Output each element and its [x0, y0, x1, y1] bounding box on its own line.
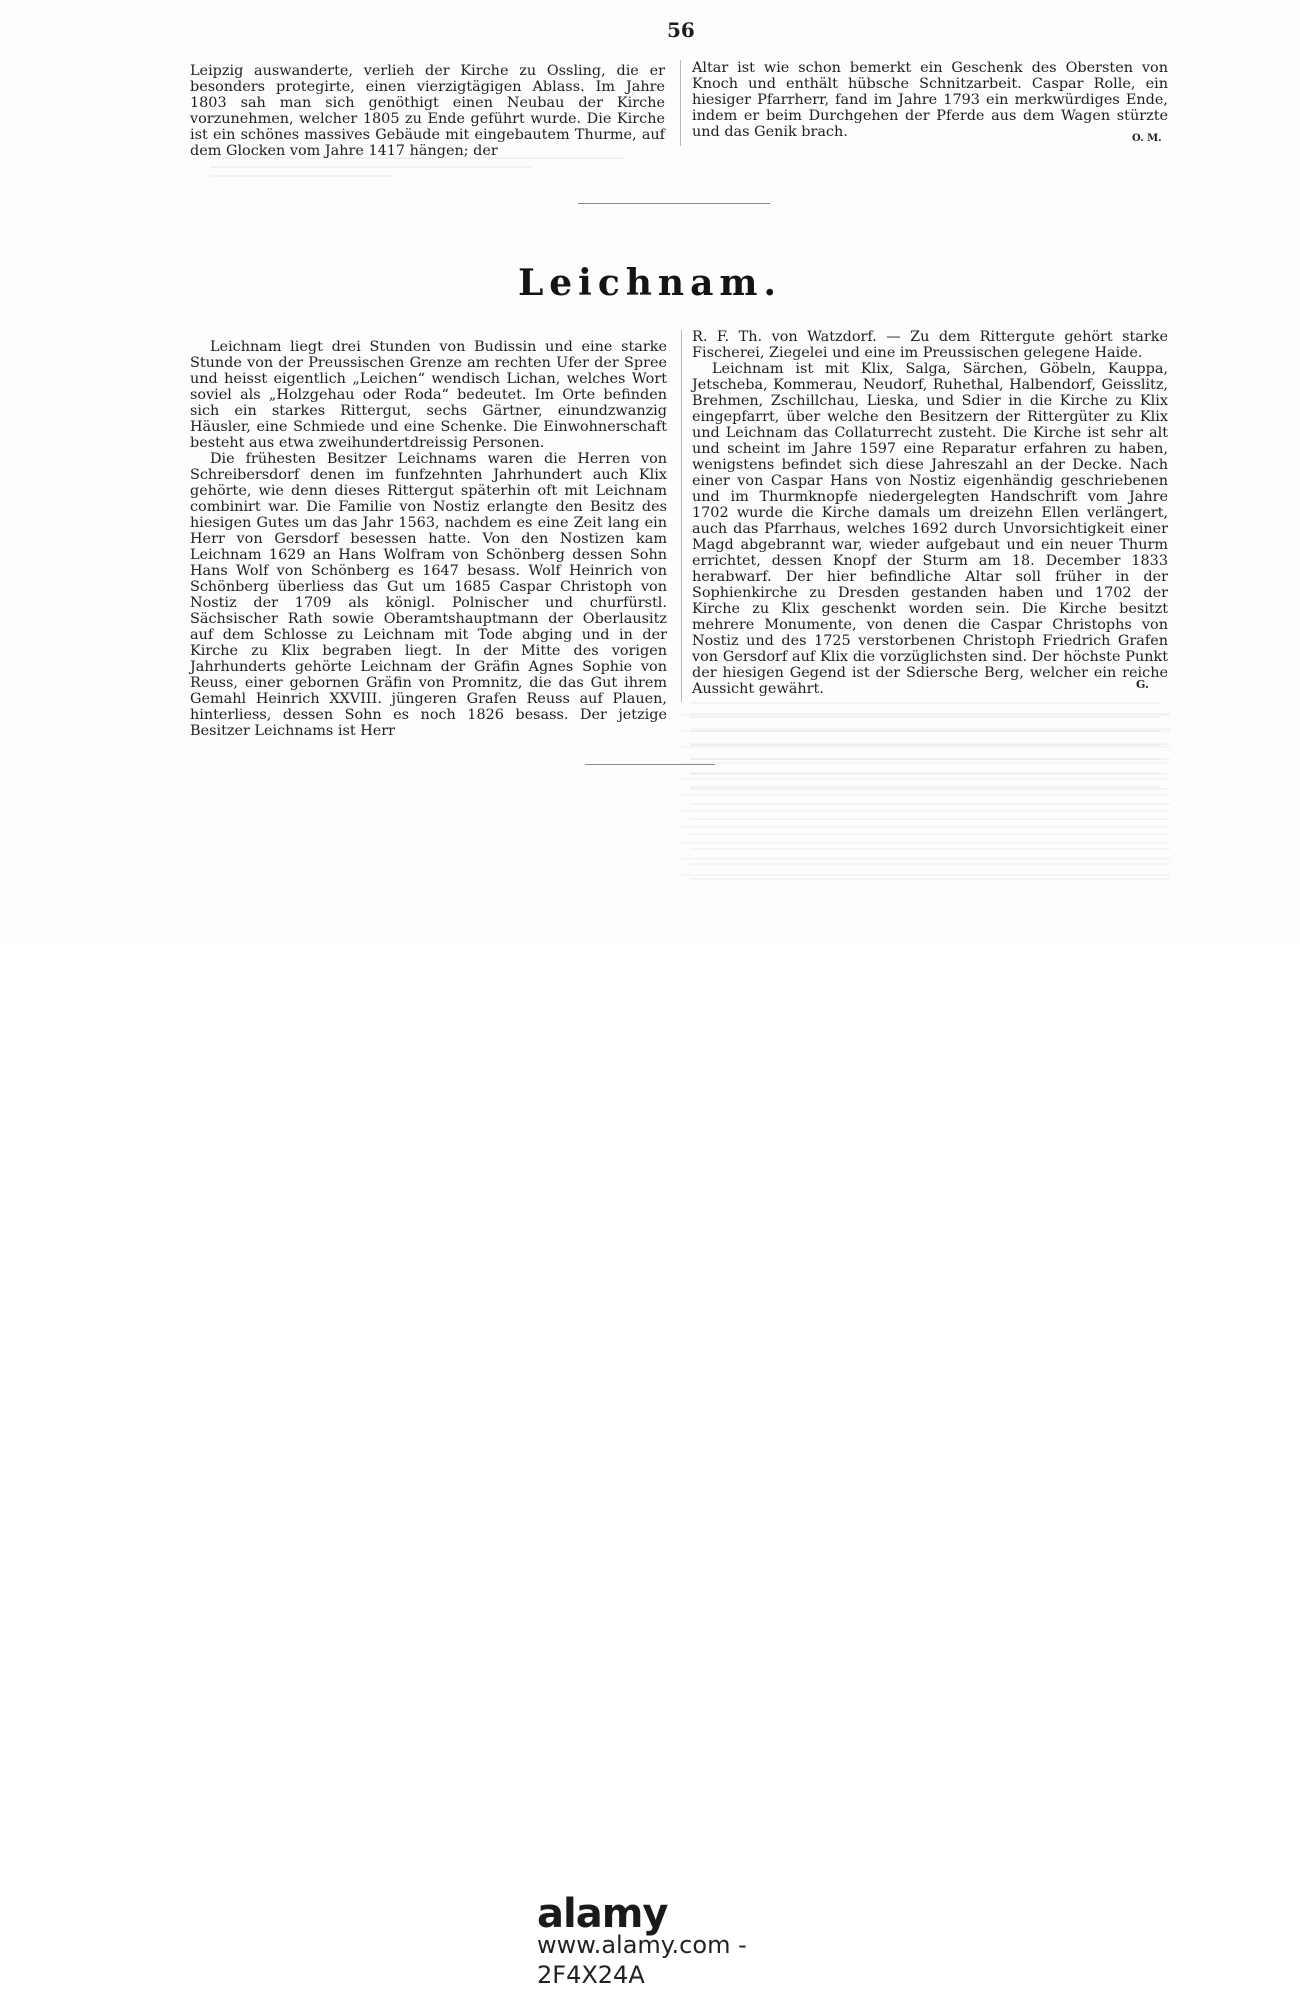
show-through-text	[210, 150, 670, 210]
right-paragraph-2: Leichnam ist mit Klix, Salga, Särchen, Göbeln, Kauppa, Jetscheba, Kommerau, Neudorf, Ruhethal, Halbendorf, Geisslitz, Brehmen, Zschillchau, Lieska, und Sdier in die Kirche zu Klix eingepfarrt, über welche den Besitzern der Rittergüter zu Klix und Leichnam das Collaturrecht zusteht. Die Kirche ist sehr alt und scheint im Jahre 1597 eine Reparatur erfahren zu haben, wenigstens befindet sich diese Jahreszahl an der Decke. Nach einer von Caspar Hans von Nostiz eigenhändig geschriebenen und im Thurmknopfe niedergelegten Handschrift vom Jahre 1702 wurde die Kirche damals um dreizehn Ellen verlängert, auch das Pfarrhaus, welches 1692 durch Unvorsichtigkeit einer Magd abgebrannt war, wieder aufgebaut und ein neuer Thurm errichtet, dessen Knopf der Sturm am 18. December 1833 herabwarf. Der hier befindliche Altar soll früher in der Sophienkirche zu Dresden gestanden haben und 1702 der Kirche zu Klix geschenkt worden sein. Die Kirche besitzt mehrere Monumente, von denen die Caspar Christophs von Nostiz und des 1725 verstorbenen Christoph Friedrich Grafen von Gersdorf auf Klix die vorzüglichsten sind. Der höchste Punkt der hiesigen Gegend ist der Sdiersche Berg, welcher ein reiche Aussicht gewährt.	[692, 361, 1168, 697]
section-divider	[578, 203, 770, 204]
watermark-bar	[0, 942, 1300, 1989]
end-rule	[585, 764, 715, 765]
show-through-text-center-left	[680, 700, 1170, 890]
main-column-divider	[681, 330, 682, 702]
top-right-column	[692, 60, 1168, 140]
top-signature: O. M.	[1132, 133, 1162, 144]
book-page	[0, 0, 1300, 942]
bottom-signature: G.	[1136, 678, 1149, 691]
right-paragraph-1: R. F. Th. von Watzdorf. — Zu dem Rittergute gehört starke Fischerei, Ziegelei und eine im Preussischen gelegene Haide.	[692, 329, 1168, 361]
top-left-column	[190, 63, 665, 159]
stock-logo: alamy	[537, 1891, 668, 1937]
left-paragraph-2: Die frühesten Besitzer Leichnams waren die Herren von Schreibersdorf denen im funfzehnten Jahrhundert auch Klix gehörte, wie denn dieses Rittergut späterhin oft mit Leichnam combinirt war. Die Familie von Nostiz erlangte den Besitz des hiesigen Gutes um das Jahr 1563, nachdem es eine Zeit lang ein Herr von Gersdorf besessen hatte. Von den Nostizen kam Leichnam 1629 an Hans Wolfram von Schönberg dessen Sohn Hans Wolf von Schönberg es 1647 besass. Wolf Heinrich von Schönberg überliess das Gut um 1685 Caspar Christoph von Nostiz der 1709 als königl. Polnischer und churfürstl. Sächsischer Rath sowie Oberamtshauptmann der Oberlausitz auf dem Schlosse zu Leichnam mit Tode abging und in der Kirche zu Klix begraben liegt. In der Mitte des vorigen Jahrhunderts gehörte Leichnam der Gräfin Agnes Sophie von Reuss, einer gebornen Gräfin von Promnitz, die das Gut ihrem Gemahl Heinrich XXVIII. jüngeren Grafen Reuss auf Plauen, hinterliess, dessen Sohn es noch 1826 besass. Der jetzige Besitzer Leichnams ist Herr	[190, 451, 667, 739]
left-paragraph-1: Leichnam liegt drei Stunden von Budissin und eine starke Stunde von der Preussischen Grenze am rechten Ufer der Spree und heisst eigentlich „Leichen“ wendisch Lichan, welches Wort soviel als „Holzgehau oder Roda“ bedeutet. Im Orte befinden sich ein starkes Rittergut, sechs Gärtner, einundzwanzig Häusler, eine Schmiede und eine Schenke. Die Einwohnerschaft besteht aus etwa zweihundertdreissig Personen.	[190, 339, 667, 451]
top-right-paragraph: Altar ist wie schon bemerkt ein Geschenk des Obersten von Knoch und enthält hübsche Schnitzarbeit. Caspar Rolle, ein hiesiger Pfarrherr, fand im Jahre 1793 ein merkwürdiges Ende, indem er beim Durchgehen der Pferde aus dem Wagen stürzte und das Genik brach.	[692, 60, 1168, 140]
article-title: Leichnam.	[517, 262, 783, 304]
main-right-column	[692, 329, 1168, 697]
stock-url: www.alamy.com - 2F4X24A	[537, 1931, 747, 1989]
top-left-paragraph: Leipzig auswanderte, verlieh der Kirche zu Ossling, die er besonders protegirte, einen vierzigtägigen Ablass. Im Jahre 1803 sah man sich genöthigt einen Neubau der Kirche vorzunehmen, welcher 1805 zu Ende geführt wurde. Die Kirche ist ein schönes massives Gebäude mit eingebautem Thurme, auf dem Glocken vom Jahre 1417 hängen; der	[190, 63, 665, 159]
page-number: 56	[667, 18, 695, 42]
top-column-divider	[680, 60, 681, 146]
main-left-column	[190, 339, 667, 739]
